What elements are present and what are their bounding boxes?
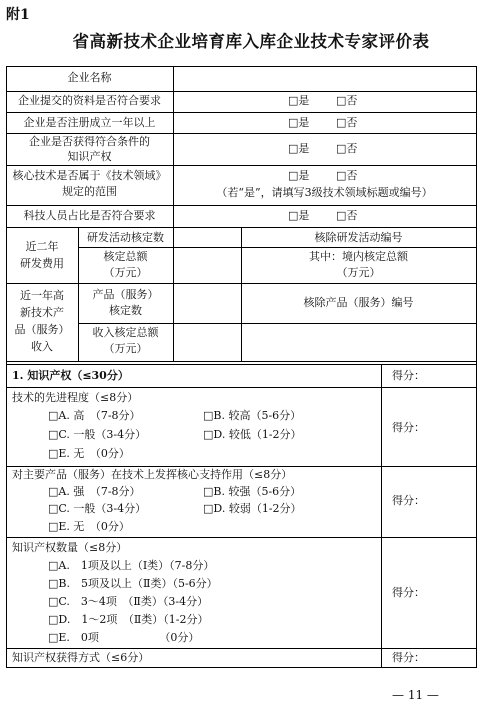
rd-excluded-label: 核除研发活动编号 [314,231,403,244]
section1-score-label[interactable]: 得分： [392,369,425,382]
q1-option-a[interactable]: □A. 高 （7-8分） [48,409,141,422]
rd-count-label: 研发活动核定数 [87,231,164,244]
rd-domestic-line2: （万元） [336,266,381,279]
rd-domestic-line1: 其中：境内核定总额 [309,250,408,263]
q-materials: 企业提交的资料是否符合要求 [18,94,161,107]
q3-option-e[interactable]: □E. 0项 （0分） [48,631,200,644]
q3-option-b[interactable]: □B. 5项及以上（Ⅱ类）（5-6分） [48,577,218,590]
staff-no-checkbox[interactable]: □否 [336,209,358,222]
q2-option-c[interactable]: □C. 一般（3-4分） [48,502,147,515]
q3-option-c[interactable]: □C. 3～4项 （Ⅱ类）（3-4分） [48,595,209,608]
q2-option-b[interactable]: □B. 较强（5-6分） [203,485,302,498]
q-registered: 企业是否注册成立一年以上 [23,116,156,129]
rd-label-line1: 近二年 [25,240,59,253]
q4-score-label[interactable]: 得分： [392,651,425,664]
staff-yes-checkbox[interactable]: □是 [288,209,310,222]
rd-total-line2: （万元） [103,266,148,279]
q4-title: 知识产权获得方式（≤6分） [12,651,150,664]
materials-yes-checkbox[interactable]: □是 [288,94,310,107]
q3-option-a[interactable]: □A. 1项及以上（Ⅰ类）（7-8分） [48,559,215,572]
section1-title: 1. 知识产权（≤30分） [12,369,129,382]
ip-no-checkbox[interactable]: □否 [336,142,358,155]
q1-option-c[interactable]: □C. 一般（3-4分） [48,428,147,441]
q-ip-line2: 知识产权 [67,150,112,163]
q1-option-d[interactable]: □D. 较低（1-2分） [203,428,302,441]
income-label-line1: 近一年高 [20,289,64,302]
income-label-line3: 品（服务） [14,323,70,336]
product-count-line2: 核定数 [109,304,142,317]
q2-score-label[interactable]: 得分： [392,494,425,507]
company-name-label: 企业名称 [67,71,112,84]
tech-field-note: （若“是”，请填写3级技术领域标题或编号） [216,186,433,199]
q3-title: 知识产权数量（≤8分） [12,541,128,554]
q1-option-e[interactable]: □E. 无 （0分） [48,447,130,460]
q3-option-d[interactable]: □D. 1～2项 （Ⅱ类）（1-2分） [48,613,209,626]
tech-no-checkbox[interactable]: □否 [336,169,358,182]
q-ip-line1: 企业是否获得符合条件的 [29,135,150,148]
q2-title: 对主要产品（服务）在技术上发挥核心支持作用（≤8分） [12,468,293,481]
ip-yes-checkbox[interactable]: □是 [288,142,310,155]
q2-option-a[interactable]: □A. 强 （7-8分） [48,485,141,498]
materials-no-checkbox[interactable]: □否 [336,94,358,107]
registered-yes-checkbox[interactable]: □是 [288,116,310,129]
rd-total-line1: 核定总额 [103,250,148,263]
q-tech-line2: 规定的范围 [62,185,117,198]
q1-score-label[interactable]: 得分： [392,421,425,434]
registered-no-checkbox[interactable]: □否 [336,116,358,129]
q2-option-e[interactable]: □E. 无 （0分） [48,520,130,533]
q-tech-line1: 核心技术是否属于《技术领域》 [12,169,167,182]
q1-title: 技术的先进程度（≤8分） [12,391,139,404]
income-label-line4: 收入 [31,340,53,353]
page-number: — 11 — [392,688,439,702]
tech-yes-checkbox[interactable]: □是 [288,169,310,182]
income-total-line1: 收入核定总额 [92,326,159,339]
rd-label-line2: 研发费用 [20,257,64,270]
q-staff: 科技人员占比是否符合要求 [23,209,156,222]
income-label-line2: 新技术产 [20,306,64,319]
income-total-line2: （万元） [103,342,148,355]
q2-option-d[interactable]: □D. 较弱（1-2分） [203,502,302,515]
q3-score-label[interactable]: 得分： [392,586,425,599]
page-title: 省高新技术企业培育库入库企业技术专家评价表 [72,32,430,51]
attachment-label: 附1 [6,7,30,23]
product-count-line1: 产品（服务） [92,288,159,301]
product-excluded-label: 核除产品（服务）编号 [303,296,414,309]
q1-option-b[interactable]: □B. 较高（5-6分） [203,409,302,422]
